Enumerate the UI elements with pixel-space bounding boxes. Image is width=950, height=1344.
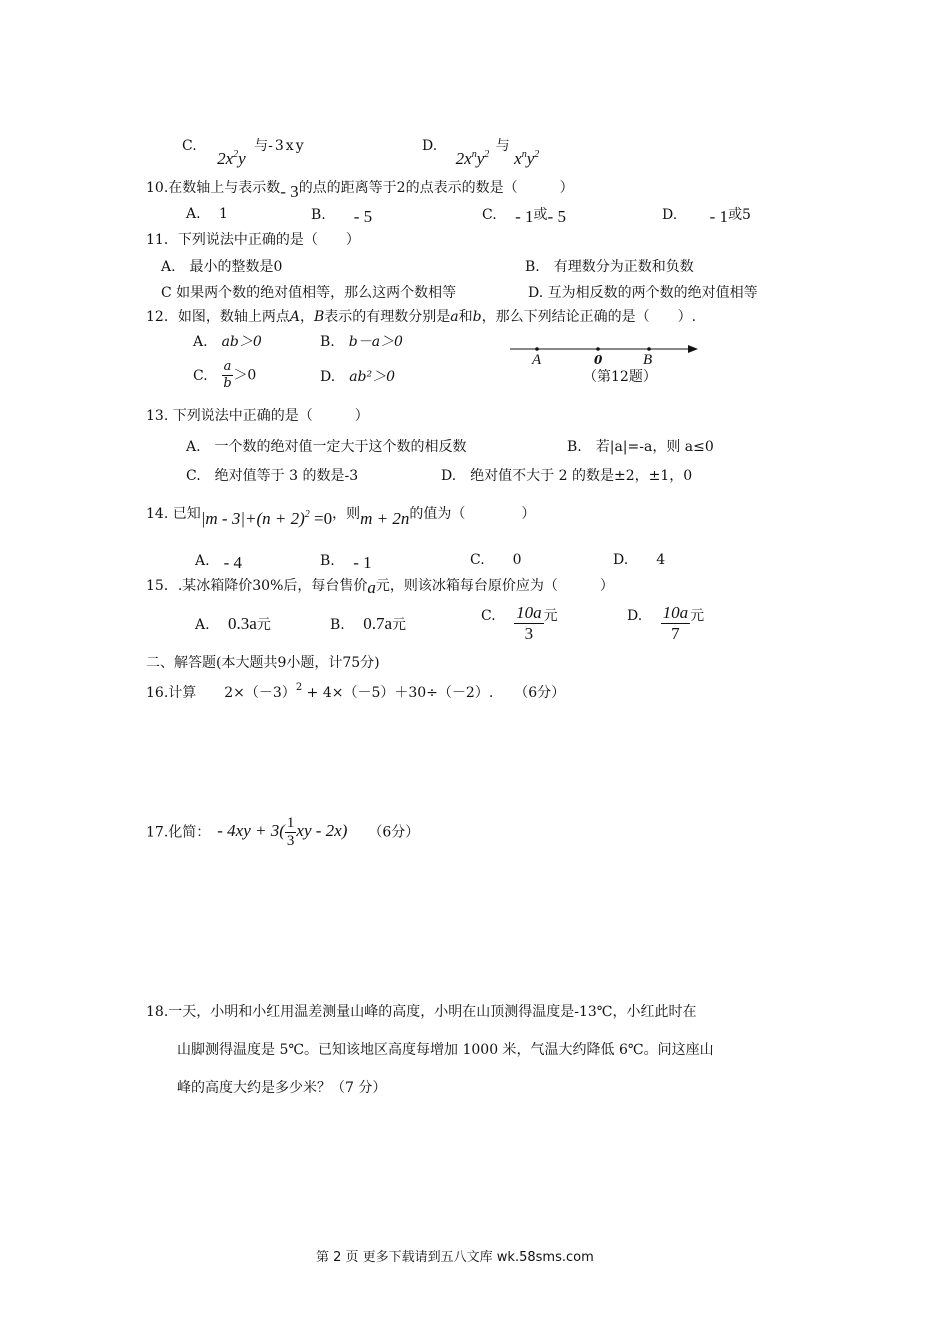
q13-option-d: D. 绝对值不大于 2 的数是±2，±1，0 (441, 468, 693, 484)
q18-line-3: 峰的高度大约是多少米？（7 分） (177, 1080, 387, 1096)
q14-expression: $|m - 3|+(n + 2)^2 =0$ (200, 509, 333, 528)
q18-line-2: 山脚测得温度是 5℃。已知该地区高度每增加 1000 米，气温大约降低 6℃。问这座山 (177, 1042, 714, 1058)
q15-option-c: C. $\frac{10a}{3}$ 元 (481, 603, 558, 643)
q12-caption: （第12题） (583, 369, 657, 385)
q13-option-a: A. 一个数的绝对值一定大于这个数的相反数 (186, 439, 467, 455)
q13-option-b: B. 若|a|=-a，则 a≤0 (567, 439, 714, 455)
q9-d-expr-a: $2x^ny^2$ (455, 149, 490, 168)
q14-option-c: C. 0 (470, 552, 522, 568)
q12-option-a: A. ab＞0 (193, 334, 262, 350)
q10-option-b: B. - 5 (311, 207, 373, 226)
q12-axis-label-0: 0 (594, 353, 603, 367)
q9-d-yu: 与 (495, 138, 510, 154)
q10-option-d: D. - 1或5 (662, 207, 751, 226)
q14-expression-2: m + 2n (360, 509, 410, 528)
q17-problem: 17.化简： - 4xy + 3( $\frac{1}{3}$ xy - 2x) （6分） (146, 815, 420, 849)
q10-stem-number: - 3 (280, 182, 299, 201)
q13-option-c: C. 绝对值等于 3 的数是-3 (186, 468, 359, 484)
q17-expression: - 4xy + 3( $\frac{1}{3}$ xy - 2x) (217, 815, 348, 849)
q12-stem: 12．如图，数轴上两点A，B表示的有理数分别是a和b，那么下列结论正确的是（ ）. (146, 309, 697, 325)
q14-stem: 14. 已知$|m - 3|+(n + 2)^2 =0$，则m + 2n的值为（ ） (146, 506, 536, 528)
number-line-arrow (688, 345, 698, 353)
q10-option-a: A. 1 (186, 206, 228, 222)
q10-stem: 10.在数轴上与表示数- 3的点的距离等于2的点表示的数是（ ） (146, 180, 574, 201)
q12-axis-label-a: A (532, 352, 542, 368)
section-2-heading: 二、解答题(本大题共9小题，计75分) (146, 655, 380, 671)
q9-d-expr-b: $x^ny^2$ (514, 149, 540, 168)
q18-line-1: 18.一天，小明和小红用温差测量山峰的高度，小明在山顶测得温度是-13℃，小红此时在 (146, 1004, 697, 1020)
q9-c-yu: 与 (254, 138, 269, 154)
q11-option-d: D. 互为相反数的两个数的绝对值相等 (528, 285, 758, 301)
q12-option-b: B. b－a＞0 (320, 334, 403, 350)
q12-option-d: D. ab²＞0 (320, 369, 396, 385)
q11-option-b: B. 有理数分为正数和负数 (525, 259, 694, 275)
page-footer: 第 2 页 更多下载请到五八文库 wk.58sms.com (316, 1250, 594, 1265)
q12-axis-label-b: B (643, 352, 653, 368)
q15-option-b: B. 0.7a元 (330, 614, 406, 633)
q14-option-d: D. 4 (613, 552, 666, 568)
q15-option-d: D. $\frac{10a}{7}$ 元 (627, 603, 705, 643)
q10-option-c: C. - 1或- 5 (482, 207, 566, 226)
q12-option-c: C. $\frac{a}{b}$ ＞0 (193, 359, 257, 391)
q9-c-expr-b: -3xy (268, 138, 306, 154)
q9-option-c (182, 132, 306, 168)
q11-stem: 11．下列说法中正确的是（ ） (146, 232, 360, 248)
q15-option-a: A. 0.3a元 (195, 614, 271, 633)
q14-option-a: A. - 4 (195, 553, 242, 572)
q14-option-b: B. - 1 (320, 553, 372, 572)
q13-stem: 13. 下列说法中正确的是（ ） (146, 408, 369, 424)
q9-d-label: D. (422, 138, 438, 154)
q16-problem: 16.计算 $2\times(-3)^2 + 4\times(-5)+30\div(-2)$. （6分） (146, 682, 566, 701)
q9-c-label: C. (182, 138, 197, 154)
q9-c-expr-a: $2x^2y$ (217, 149, 246, 168)
q11-option-a: A. 最小的整数是0 (161, 259, 283, 275)
q11-option-c: C 如果两个数的绝对值相等，那么这两个数相等 (161, 285, 457, 301)
q9-option-d (422, 132, 540, 168)
q15-stem: 15．.某冰箱降价30%后，每台售价a元，则该冰箱每台原价应为（ ） (146, 578, 614, 597)
